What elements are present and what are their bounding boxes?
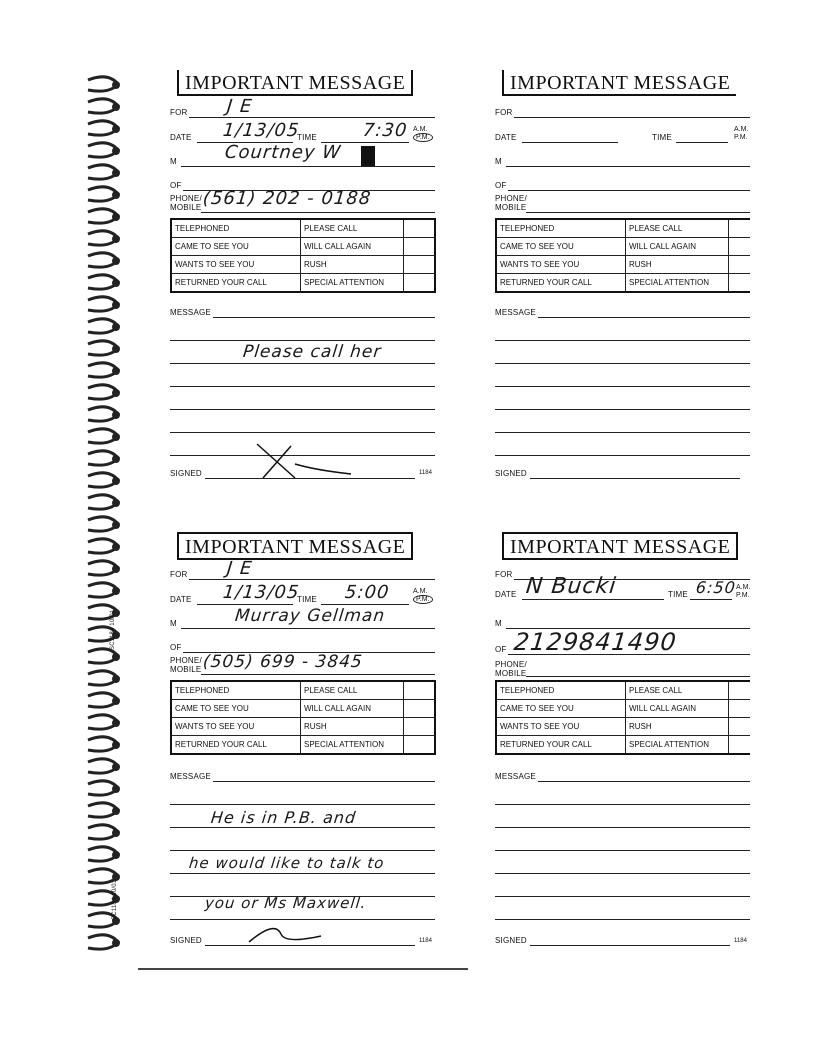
date-label: DATE bbox=[495, 590, 517, 599]
message-line bbox=[170, 873, 435, 874]
message-line bbox=[170, 386, 435, 387]
message-label: MESSAGE bbox=[170, 308, 211, 317]
checkbox-wants-to-see-you[interactable]: WANTS TO SEE YOU bbox=[172, 718, 301, 735]
phone-line bbox=[201, 674, 435, 675]
slip-title: IMPORTANT MESSAGE bbox=[502, 532, 738, 560]
checkbox-rush[interactable]: RUSH bbox=[626, 256, 729, 273]
message-line bbox=[170, 409, 435, 410]
message-line bbox=[538, 317, 750, 318]
time-line bbox=[321, 604, 409, 605]
signature-mark bbox=[255, 440, 355, 482]
message-line bbox=[495, 896, 750, 897]
for-label: FOR bbox=[495, 108, 513, 117]
message-text-line-2: he would like to talk to bbox=[188, 854, 386, 872]
checkbox-came-to-see-you[interactable]: CAME TO SEE YOU bbox=[497, 238, 626, 255]
for-label: FOR bbox=[170, 108, 188, 117]
message-line bbox=[495, 919, 750, 920]
message-line bbox=[495, 827, 750, 828]
time-label: TIME bbox=[652, 133, 672, 142]
time-label: TIME bbox=[668, 590, 688, 599]
m-label: M bbox=[495, 619, 502, 628]
message-text-line-3: you or Ms Maxwell. bbox=[204, 894, 368, 912]
am-pm-label: A.M. P.M. bbox=[734, 126, 749, 141]
checkbox-please-call[interactable]: PLEASE CALL bbox=[301, 682, 404, 699]
am-pm-label: A.M. P.M. bbox=[413, 126, 433, 142]
checkbox-returned-your-call[interactable]: RETURNED YOUR CALL bbox=[497, 274, 626, 291]
date-line bbox=[522, 142, 618, 143]
checkbox-returned-your-call[interactable]: RETURNED YOUR CALL bbox=[497, 736, 626, 753]
phone-value: (505) 699 - 3845 bbox=[201, 652, 364, 672]
date-value: N Bucki bbox=[524, 574, 618, 599]
checkbox-special-attention[interactable]: SPECIAL ATTENTION bbox=[626, 274, 729, 291]
checkbox-returned-your-call[interactable]: RETURNED YOUR CALL bbox=[172, 736, 301, 753]
checkbox-special-attention[interactable]: SPECIAL ATTENTION bbox=[301, 736, 404, 753]
form-number: 1184 bbox=[419, 470, 432, 476]
message-line bbox=[495, 363, 750, 364]
checkbox-wants-to-see-you[interactable]: WANTS TO SEE YOU bbox=[497, 718, 626, 735]
signed-line bbox=[530, 478, 740, 479]
message-line bbox=[495, 804, 750, 805]
message-line bbox=[213, 317, 435, 318]
for-line bbox=[514, 117, 750, 118]
for-line bbox=[189, 579, 435, 580]
message-line bbox=[495, 850, 750, 851]
for-value: J E bbox=[225, 96, 254, 117]
message-slip-3 bbox=[165, 532, 465, 952]
checkbox-wants-to-see-you[interactable]: WANTS TO SEE YOU bbox=[497, 256, 626, 273]
date-label: DATE bbox=[170, 133, 192, 142]
for-value: J E bbox=[225, 558, 254, 579]
of-label: OF bbox=[170, 643, 182, 652]
phone-line bbox=[526, 212, 750, 213]
signed-line bbox=[530, 945, 730, 946]
m-value: Courtney W bbox=[223, 142, 343, 163]
checkbox-came-to-see-you[interactable]: CAME TO SEE YOU bbox=[497, 700, 626, 717]
phone-line bbox=[201, 212, 435, 213]
message-line bbox=[495, 455, 750, 456]
checkbox-special-attention[interactable]: SPECIAL ATTENTION bbox=[626, 736, 729, 753]
message-line bbox=[170, 850, 435, 851]
message-text-line-1: He is in P.B. and bbox=[210, 808, 358, 827]
of-label: OF bbox=[495, 645, 507, 654]
for-label: FOR bbox=[170, 570, 188, 579]
checkbox-rush[interactable]: RUSH bbox=[301, 256, 404, 273]
checkbox-telephoned[interactable]: TELEPHONED bbox=[497, 682, 626, 699]
date-line bbox=[522, 599, 664, 600]
am-pm-label: A.M. P.M. bbox=[736, 584, 750, 599]
checkbox-will-call-again[interactable]: WILL CALL AGAIN bbox=[626, 238, 729, 255]
checkbox-telephoned[interactable]: TELEPHONED bbox=[172, 220, 301, 237]
checkbox-will-call-again[interactable]: WILL CALL AGAIN bbox=[626, 700, 729, 717]
message-label: MESSAGE bbox=[170, 772, 211, 781]
checkbox-please-call[interactable]: PLEASE CALL bbox=[301, 220, 404, 237]
signed-label: SIGNED bbox=[495, 936, 527, 945]
time-label: TIME bbox=[297, 595, 317, 604]
date-line bbox=[197, 604, 293, 605]
checkbox-will-call-again[interactable]: WILL CALL AGAIN bbox=[301, 700, 404, 717]
message-line bbox=[170, 919, 435, 920]
checkbox-please-call[interactable]: PLEASE CALL bbox=[626, 682, 729, 699]
checkbox-special-attention[interactable]: SPECIAL ATTENTION bbox=[301, 274, 404, 291]
m-label: M bbox=[170, 619, 177, 628]
time-line bbox=[676, 142, 728, 143]
signed-label: SIGNED bbox=[170, 469, 202, 478]
checkbox-wants-to-see-you[interactable]: WANTS TO SEE YOU bbox=[172, 256, 301, 273]
slip-title: IMPORTANT MESSAGE bbox=[177, 70, 413, 96]
message-label: MESSAGE bbox=[495, 308, 536, 317]
m-line bbox=[181, 628, 435, 629]
checkbox-returned-your-call[interactable]: RETURNED YOUR CALL bbox=[172, 274, 301, 291]
checkbox-telephoned[interactable]: TELEPHONED bbox=[497, 220, 626, 237]
date-value: 1/13/05 bbox=[221, 120, 301, 141]
for-line bbox=[189, 117, 435, 118]
time-line bbox=[690, 599, 732, 600]
checkbox-grid bbox=[495, 218, 750, 293]
message-line bbox=[495, 409, 750, 410]
message-slip-2 bbox=[490, 70, 750, 490]
message-line bbox=[495, 340, 750, 341]
form-number: 1184 bbox=[419, 938, 432, 944]
form-number: 1184 bbox=[734, 938, 747, 944]
date-value: 1/13/05 bbox=[221, 582, 301, 603]
m-line bbox=[506, 166, 750, 167]
m-label: M bbox=[170, 157, 177, 166]
phone-value: (561) 202 - 0188 bbox=[201, 188, 373, 209]
checkbox-telephoned[interactable]: TELEPHONED bbox=[172, 682, 301, 699]
m-value: Murray Gellman bbox=[233, 606, 387, 626]
checkbox-grid bbox=[495, 680, 750, 755]
phone-mobile-label: PHONE/ MOBILE bbox=[495, 194, 527, 212]
phone-line bbox=[526, 676, 750, 677]
message-line bbox=[170, 340, 435, 341]
margin-note-bottom: SC1184 10/01 bbox=[112, 879, 118, 920]
message-line bbox=[538, 781, 750, 782]
message-line bbox=[495, 432, 750, 433]
message-line bbox=[213, 781, 435, 782]
checkbox-came-to-see-you[interactable]: CAME TO SEE YOU bbox=[172, 700, 301, 717]
checkbox-rush[interactable]: RUSH bbox=[626, 718, 729, 735]
time-label: TIME bbox=[297, 133, 317, 142]
m-line bbox=[181, 166, 435, 167]
message-line bbox=[170, 804, 435, 805]
of-label: OF bbox=[170, 181, 182, 190]
signature-mark bbox=[245, 922, 325, 946]
phone-mobile-label: PHONE/ MOBILE bbox=[170, 194, 202, 212]
of-line bbox=[508, 190, 750, 191]
time-value: 7:30 bbox=[361, 120, 409, 141]
date-label: DATE bbox=[170, 595, 192, 604]
signed-label: SIGNED bbox=[495, 469, 527, 478]
checkbox-grid bbox=[170, 218, 436, 293]
for-label: FOR bbox=[495, 570, 513, 579]
message-line bbox=[495, 386, 750, 387]
phone-mobile-label: PHONE/ MOBILE bbox=[170, 656, 202, 674]
checkbox-please-call[interactable]: PLEASE CALL bbox=[626, 220, 729, 237]
message-slip-1 bbox=[165, 70, 465, 490]
slip-title: IMPORTANT MESSAGE bbox=[177, 532, 413, 560]
of-label: OF bbox=[495, 181, 507, 190]
checkbox-rush[interactable]: RUSH bbox=[301, 718, 404, 735]
message-text-line-1: Please call her bbox=[241, 342, 383, 362]
checkbox-grid bbox=[170, 680, 436, 755]
m-label: M bbox=[495, 157, 502, 166]
time-value: 6:50 bbox=[695, 578, 737, 597]
message-slip-4 bbox=[490, 532, 750, 952]
message-line bbox=[495, 873, 750, 874]
time-value: 5:00 bbox=[343, 582, 391, 603]
of-value: 2129841490 bbox=[512, 628, 679, 656]
checkbox-came-to-see-you[interactable]: CAME TO SEE YOU bbox=[172, 238, 301, 255]
signed-label: SIGNED bbox=[170, 936, 202, 945]
message-label: MESSAGE bbox=[495, 772, 536, 781]
checkbox-will-call-again[interactable]: WILL CALL AGAIN bbox=[301, 238, 404, 255]
redaction-box bbox=[361, 146, 375, 166]
phone-mobile-label: PHONE/ MOBILE bbox=[495, 660, 527, 678]
message-line bbox=[170, 432, 435, 433]
slip-title: IMPORTANT MESSAGE bbox=[502, 70, 736, 96]
margin-note-top: SC1184 10/01 bbox=[110, 609, 116, 650]
message-line bbox=[170, 827, 435, 828]
page-bottom-line bbox=[138, 968, 468, 970]
date-label: DATE bbox=[495, 133, 517, 142]
am-pm-label: A.M. P.M. bbox=[413, 588, 433, 604]
message-line bbox=[170, 363, 435, 364]
spiral-binding bbox=[78, 70, 128, 970]
